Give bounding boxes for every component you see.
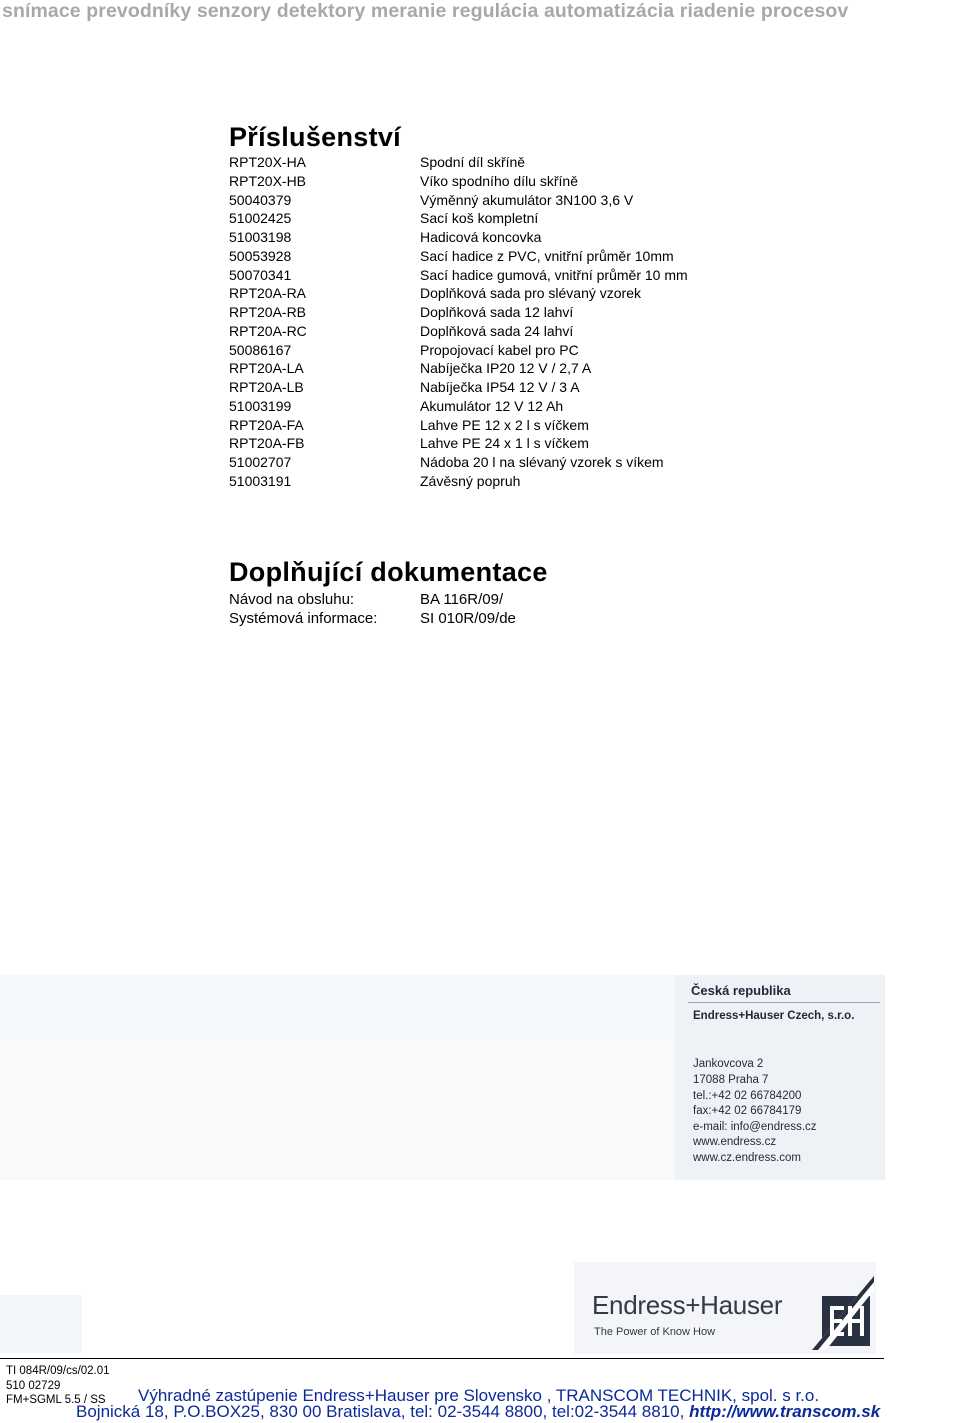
accessory-description: Hadicová koncovka xyxy=(420,229,542,245)
accessory-row xyxy=(229,247,829,266)
contact-line: www.endress.cz xyxy=(693,1136,777,1148)
accessory-code: RPT20A-RC xyxy=(229,322,307,339)
accessories-list xyxy=(229,153,829,491)
accessory-description: Víko spodního dílu skříně xyxy=(420,172,578,189)
accessory-code: 51002707 xyxy=(229,454,292,470)
accessory-row xyxy=(229,322,829,341)
accessory-code: RPT20A-FA xyxy=(229,416,304,433)
contact-line: tel.:+42 02 66784200 xyxy=(693,1090,802,1102)
doc-format: FM+SGML 5.5 / SS xyxy=(6,1394,106,1406)
accessory-description: Doplňková sada 12 lahví xyxy=(420,304,574,320)
accessory-description: Závěsný popruh xyxy=(420,472,521,489)
documentation-row xyxy=(229,590,829,609)
accessory-description: Sací hadice gumová, vnitřní průměr 10 mm xyxy=(420,266,688,283)
accessory-code: 50070341 xyxy=(229,266,292,283)
accessory-code: 50040379 xyxy=(229,191,292,208)
footer-representation: Výhradné zastúpenie Endress+Hauser pre Slovensko , TRANSCOM TECHNIK, spol. s r.o. xyxy=(138,1386,820,1405)
header-banner: snímace prevodníky senzory detektory meranie regulácia automatizácia riadenie procesov xyxy=(2,0,849,22)
accessory-description: Nabíječka IP54 12 V / 3 A xyxy=(420,379,580,395)
doc-id: TI 084R/09/cs/02.01 xyxy=(6,1365,110,1377)
eh-logo-mark-text: EH xyxy=(812,1276,814,1277)
accessory-code: RPT20A-RA xyxy=(229,285,307,302)
accessory-row xyxy=(229,341,829,360)
contact-company: Endress+Hauser Czech, s.r.o. xyxy=(693,1010,855,1022)
accessory-description: Doplňková sada pro slévaný vzorek xyxy=(420,285,642,302)
accessory-description: Sací hadice z PVC, vnitřní průměr 10mm xyxy=(420,247,674,264)
accessory-description: Akumulátor 12 V 12 Ah xyxy=(420,397,564,414)
documentation-label: Návod na obsluhu: xyxy=(229,591,355,608)
accessory-code: RPT20A-FB xyxy=(229,435,305,452)
accessory-row xyxy=(229,472,829,491)
accessory-description: Sací koš kompletní xyxy=(420,210,539,227)
accessory-row xyxy=(229,209,829,228)
accessory-row xyxy=(229,228,829,247)
accessory-description: Nabíječka IP20 12 V / 2,7 A xyxy=(420,360,592,377)
accessory-description: Lahve PE 12 x 2 l s víčkem xyxy=(420,416,589,433)
contact-line: e-mail: info@endress.cz xyxy=(693,1121,817,1133)
documentation-heading: Doplňující dokumentace xyxy=(229,557,548,587)
accessory-row xyxy=(229,453,829,472)
brand-tagline: The Power of Know How xyxy=(594,1326,716,1338)
accessory-row xyxy=(229,416,829,435)
accessory-code: RPT20X-HB xyxy=(229,172,307,189)
accessory-row xyxy=(229,359,829,378)
brand-name: Endress+Hauser xyxy=(592,1290,783,1320)
accessory-description: Propojovací kabel pro PC xyxy=(420,341,579,358)
accessory-row xyxy=(229,191,829,210)
documentation-value: SI 010R/09/de xyxy=(420,610,516,627)
accessory-code: 51003191 xyxy=(229,472,292,489)
contact-divider xyxy=(688,1002,880,1003)
documentation-list xyxy=(229,590,829,628)
documentation-row xyxy=(229,609,829,628)
accessory-code: RPT20A-LB xyxy=(229,379,304,395)
documentation-value: BA 116R/09/ xyxy=(420,591,504,608)
contact-line: Jankovcova 2 xyxy=(693,1058,764,1070)
contact-line: www.cz.endress.com xyxy=(693,1152,802,1164)
accessory-row xyxy=(229,266,829,285)
accessories-heading: Příslušenství xyxy=(229,122,401,152)
accessory-description: Doplňková sada 24 lahví xyxy=(420,322,574,339)
accessory-code: RPT20A-LA xyxy=(229,360,304,377)
accessory-description: Výměnný akumulátor 3N100 3,6 V xyxy=(420,191,634,208)
accessory-code: 51003199 xyxy=(229,397,292,414)
accessory-description: Spodní díl skříně xyxy=(420,154,526,170)
eh-logo-icon xyxy=(812,1276,874,1350)
accessory-code: 50086167 xyxy=(229,341,292,358)
accessory-code: RPT20A-RB xyxy=(229,304,307,320)
footer-website-link[interactable]: http://www.transcom.sk xyxy=(689,1402,881,1421)
doc-number: 510 02729 xyxy=(6,1380,61,1392)
footer-address-text: Bojnická 18, P.O.BOX25, 830 00 Bratislava, tel: 02-3544 8800, tel:02-3544 8810, xyxy=(76,1402,685,1421)
accessory-row xyxy=(229,434,829,453)
contact-country: Česká republika xyxy=(691,983,791,998)
accessory-description: Nádoba 20 l na slévaný vzorek s víkem xyxy=(420,454,664,470)
accessory-row xyxy=(229,378,829,397)
accessory-row xyxy=(229,397,829,416)
documentation-label: Systémová informace: xyxy=(229,610,378,627)
accessory-code: RPT20X-HA xyxy=(229,154,307,170)
accessory-row xyxy=(229,172,829,191)
footer-rule xyxy=(0,1358,884,1359)
accessory-code: 50053928 xyxy=(229,247,292,264)
accessory-description: Lahve PE 24 x 1 l s víčkem xyxy=(420,435,589,452)
contact-line: fax:+42 02 66784179 xyxy=(693,1105,802,1117)
accessory-row xyxy=(229,303,829,322)
scan-patch xyxy=(0,1295,82,1353)
accessory-row xyxy=(229,153,829,172)
accessory-row xyxy=(229,284,829,303)
accessory-code: 51002425 xyxy=(229,210,292,227)
footer-address xyxy=(76,1402,880,1422)
contact-line: 17088 Praha 7 xyxy=(693,1074,769,1086)
accessory-code: 51003198 xyxy=(229,229,292,245)
